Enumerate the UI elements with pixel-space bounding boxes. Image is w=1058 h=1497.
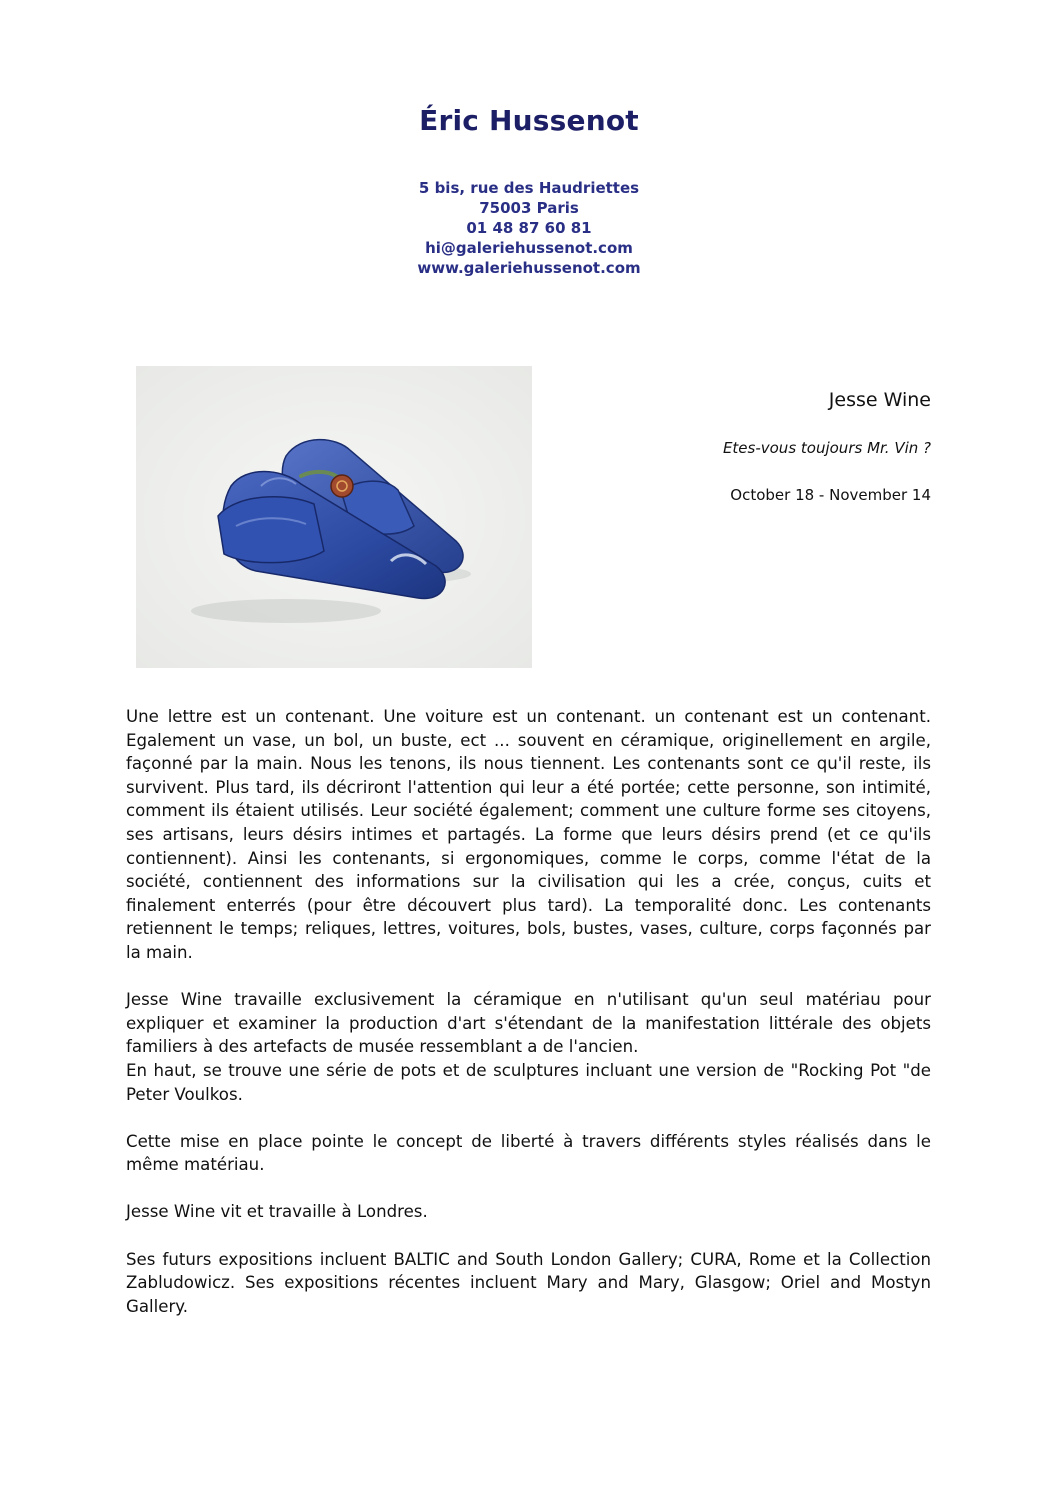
website-address: www.galeriehussenot.com: [417, 259, 641, 277]
paragraph-freedom-concept: Cette mise en place pointe le concept de liberté à travers différents styles réalisés dans le même matériau.: [126, 1131, 931, 1175]
gallery-name: Éric Hussenot: [419, 104, 639, 137]
paragraph-ceramics-practice: Jesse Wine travaille exclusivement la céramique en n'utilisant qu'un seul matériau pour expliquer et examiner la production d'art s'étendant de la manifestation littérale des objets familiers à des artefacts de musée ressemblant a de l'ancien.: [126, 990, 931, 1057]
exhibition-dates: October 18 - November 14: [730, 486, 931, 504]
email-address: hi@galeriehussenot.com: [425, 239, 633, 257]
exhibition-info: [551, 388, 931, 505]
paragraph-rocking-pot: En haut, se trouve une série de pots et de sculptures incluant une version de "Rocking Pot "de Peter Voulkos.: [126, 1060, 931, 1104]
exhibition-title: Etes-vous toujours Mr. Vin ?: [722, 439, 931, 457]
address-line-2: 75003 Paris: [479, 199, 579, 217]
address-line-1: 5 bis, rue des Haudriettes: [418, 179, 640, 197]
artist-name: Jesse Wine: [828, 389, 931, 411]
gallery-contact: [0, 178, 1058, 278]
phone-number: 01 48 87 60 81: [466, 219, 592, 237]
artwork-photo: [136, 366, 532, 668]
paragraph-containers: Une lettre est un contenant. Une voiture est un contenant. un contenant est un contenant. Egalement un vase, un bol, un buste, ect ... souvent en céramique, originellement en argile, façonné par la main. Nous les tenons, ils nous tiennent. Les contenants sont ce qu'il reste, ils survivent. Plus tard, ils décriront l'attention qui leur a été portée; cette personne, son intimité, comment ils étaient utilisés. Leur société également; comment une culture forme ses citoyens, ses artisans, leurs désirs intimes et partagés. La forme que leurs désirs prend (et ce qu'ils contiennent). Ainsi les contenants, si ergonomiques, comme le corps, comme l'état de la société, contiennent des informations sur la civilisation qui les a crée, conçus, cuits et finalement enterrés (pour être découvert plus tard). La temporalité donc. Les contenants retiennent le temps; reliques, lettres, voitures, bols, bustes, vases, culture, corps façonnés par la main.: [126, 707, 931, 962]
press-release-text: [126, 705, 931, 1342]
paragraph-artist-location: Jesse Wine vit et travaille à Londres.: [126, 1202, 428, 1222]
ceramic-sandals-image: [136, 366, 532, 668]
paragraph-exhibitions: Ses futurs expositions incluent BALTIC and South London Gallery; CURA, Rome et la Collection Zabludowicz. Ses expositions récentes incluent Mary and Mary, Glasgow; Oriel and Mostyn Gallery.: [126, 1249, 931, 1316]
